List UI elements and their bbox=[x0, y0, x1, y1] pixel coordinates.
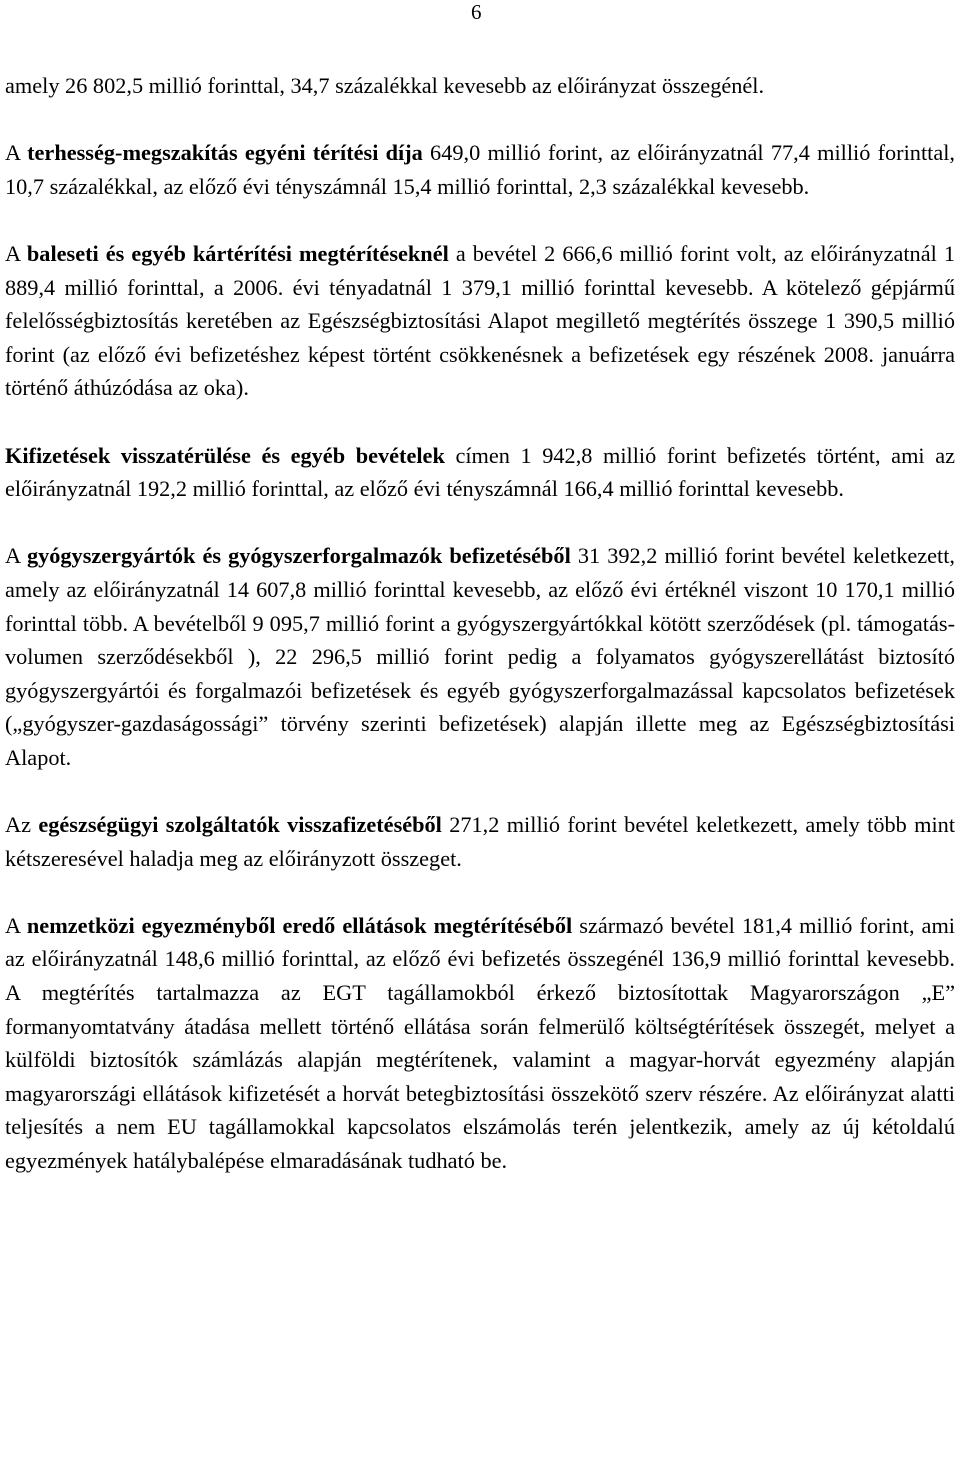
bold-term: terhesség-megszakítás egyéni térítési díja bbox=[27, 140, 423, 166]
paragraph bbox=[5, 909, 955, 1178]
bold-term: egészségügyi szolgáltatók visszafizetéséből bbox=[38, 812, 442, 838]
paragraph bbox=[5, 539, 955, 774]
paragraph-text: 271,2 millió forint bevétel keletkezett, amely több mint kétszeresével haladja meg az előirányzott összeget. bbox=[5, 812, 956, 871]
bold-term: baleseti és egyéb kártérítési megtérítéseknél bbox=[26, 240, 449, 266]
paragraph bbox=[5, 136, 955, 203]
bold-term: gyógyszergyártók és gyógyszerforgalmazók befizetéséből bbox=[26, 543, 571, 569]
page-number: 6 bbox=[471, 0, 482, 24]
paragraph-text: származó bevétel 181,4 millió forint, ami az előirányzatnál 148,6 millió forinttal, az előző évi befizetés összegénél 136,9 millió forinttal kevesebb. A megtérítés tartalmazza az EGT tagállamokból érkező biztosítottak Magyarországon „E” formanyomtatvány átadása mellett történő ellátása során felmerülő költségtérítések összegét, melyet a külföldi biztosítók számlázás alapján megtérítenek, valamint a magyar-horvát egyezmény alapján magyarországi ellátások kifizetését a horvát betegbiztosítási összekötő szerv részére. Az előirányzat alatti teljesítés a nem EU tagállamokkal kapcsolatos elszámolás terén jelentkezik, amely az új kétoldalú egyezmények hatálybalépése elmaradásának tudható be. bbox=[5, 912, 955, 1173]
paragraph-text: címen 1 942,8 millió forint befizetés történt, ami az előirányzatnál 192,2 millió forinttal, az előző évi tényszámnál 166,4 millió forinttal kevesebb. bbox=[5, 442, 955, 502]
paragraph bbox=[5, 69, 955, 103]
paragraph-text: Az bbox=[5, 812, 39, 838]
bold-term: Kifizetések visszatérülése és egyéb bevételek bbox=[5, 442, 445, 468]
paragraph-text: amely 26 802,5 millió forinttal, 34,7 százalékkal kevesebb az előirányzat összegénél. bbox=[5, 73, 765, 98]
paragraph-text: 31 392,2 millió forint bevétel keletkezett, amely az előirányzatnál 14 607,8 millió forinttal kevesebb, az előző évi értéknél viszont 10 170,1 millió forinttal több. A bevételből 9 095,7 millió forint a gyógyszergyártókkal kötött szerződések (pl. támogatás-volumen szerződésekből ), 22 296,5 millió forint pedig a folyamatos gyógyszerellátást biztosító gyógyszergyártói és forgalmazói befizetések és egyéb gyógyszerforgalmazással kapcsolatos befizetések („gyógyszer-gazdaságossági” törvény szerinti befizetések) alapján illette meg az Egészségbiztosítási Alapot. bbox=[5, 543, 955, 770]
document-body bbox=[5, 69, 955, 1178]
paragraph bbox=[5, 237, 955, 405]
paragraph-text: 649,0 millió forint, az előirányzatnál 77,4 millió forinttal, 10,7 százalékkal, az előző évi tényszámnál 15,4 millió forinttal, 2,3 százalékkal kevesebb. bbox=[5, 140, 955, 199]
paragraph-text: A bbox=[5, 543, 27, 569]
bold-term: nemzetközi egyezményből eredő ellátások megtérítéséből bbox=[26, 912, 573, 938]
paragraph-text: a bevétel 2 666,6 millió forint volt, az előirányzatnál 1 889,4 millió forinttal, a 2006. évi tényadatnál 1 379,1 millió forinttal kevesebb. A kötelező gépjármű felelősségbiztosítás keretében az Egészségbiztosítási Alapot megillető megtérítés összege 1 390,5 millió forint (az előző évi befizetéshez képest történt csökkenésnek a befizetések egy részének 2008. januárra történő áthúzódása az oka). bbox=[5, 240, 955, 401]
paragraph bbox=[5, 439, 955, 506]
paragraph-text: A bbox=[5, 912, 27, 938]
paragraph-text: A bbox=[5, 240, 27, 266]
paragraph-text: A bbox=[5, 140, 28, 166]
paragraph bbox=[5, 808, 955, 875]
